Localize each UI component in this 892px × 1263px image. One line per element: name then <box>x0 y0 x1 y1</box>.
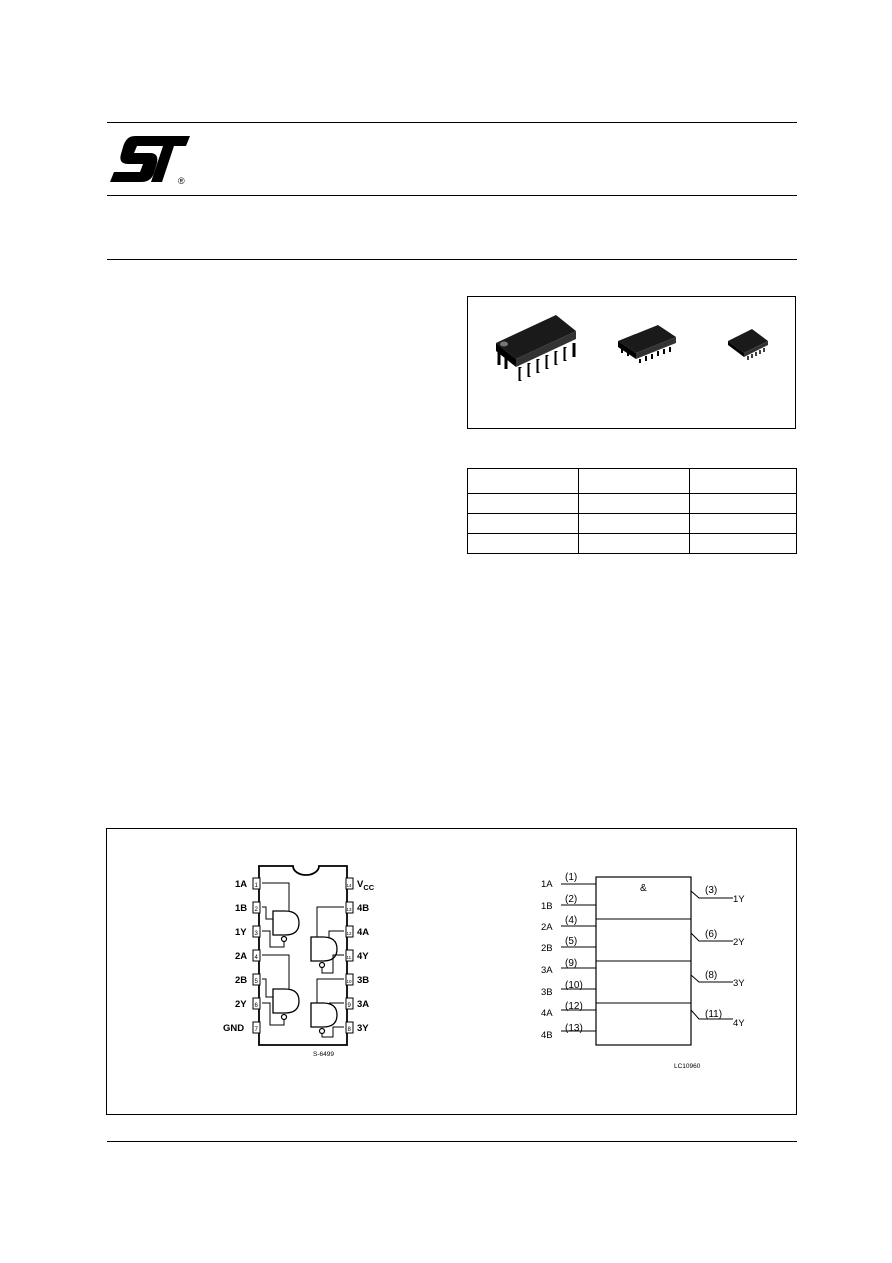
pin-label-4a: 4A <box>357 927 370 938</box>
input-name-1a: 1A <box>541 879 553 890</box>
pin-label-3a: 3A <box>357 999 370 1010</box>
output-pin-8: (8) <box>705 970 718 981</box>
pin-number-12: 12 <box>346 931 352 936</box>
input-name-3a: 3A <box>541 965 553 976</box>
output-pin-6: (6) <box>705 929 718 940</box>
pin-label-2y: 2Y <box>235 999 247 1010</box>
input-pin-1: (1) <box>565 872 578 883</box>
input-name-3b: 3B <box>541 987 553 998</box>
output-pin-3: (3) <box>705 885 718 896</box>
output-name-2y: 2Y <box>733 937 745 948</box>
pin-number-11: 11 <box>346 955 352 960</box>
top-rule <box>107 122 797 123</box>
tssop-package-icon <box>724 327 774 363</box>
pin-label-1b: 1B <box>235 903 248 914</box>
table-row <box>468 469 797 494</box>
pin-number-6: 6 <box>254 1003 258 1009</box>
pin-label-1y: 1Y <box>235 927 247 938</box>
bottom-rule <box>107 1141 797 1142</box>
input-pin-12: (12) <box>565 1001 583 1012</box>
pin-number-9: 9 <box>347 1003 351 1009</box>
input-name-2a: 2A <box>541 922 553 933</box>
input-name-1b: 1B <box>541 901 553 912</box>
table-row <box>468 534 797 554</box>
st-logo-icon <box>107 133 191 185</box>
pin-number-8: 8 <box>347 1027 351 1033</box>
pin-number-14: 14 <box>346 883 352 888</box>
input-pin-9: (9) <box>565 958 578 969</box>
pin-label-3b: 3B <box>357 975 370 986</box>
input-name-2b: 2B <box>541 943 553 954</box>
iec-figure-code: LC10960 <box>674 1063 701 1070</box>
pin-label-vcc: $V_{CC}$ <box>357 879 375 892</box>
pin-label-2a: 2A <box>235 951 248 962</box>
pin-number-3: 3 <box>254 931 258 937</box>
pin-figure-code: S-6499 <box>313 1051 334 1058</box>
registered-mark: ® <box>178 176 185 185</box>
pin-label-1a: 1A <box>235 879 248 890</box>
input-pin-5: (5) <box>565 936 578 947</box>
input-name-4a: 4A <box>541 1008 553 1019</box>
output-pin-11: (11) <box>705 1009 723 1020</box>
input-pin-4: (4) <box>565 915 578 926</box>
pin-number-10: 10 <box>346 979 352 984</box>
output-name-1y: 1Y <box>733 894 745 905</box>
pin-number-2: 2 <box>254 907 258 913</box>
and-symbol: & <box>640 883 647 894</box>
input-pin-2: (2) <box>565 894 578 905</box>
pin-label-4b: 4B <box>357 903 370 914</box>
output-name-4y: 4Y <box>733 1018 745 1029</box>
input-pin-13: (13) <box>565 1023 583 1034</box>
pin-label-gnd: GND <box>223 1023 245 1034</box>
title-rule <box>107 259 797 260</box>
pin-number-7: 7 <box>254 1027 258 1033</box>
table-row <box>468 494 797 514</box>
pin-number-13: 13 <box>346 907 352 912</box>
output-name-3y: 3Y <box>733 978 745 989</box>
order-codes-table <box>467 468 797 554</box>
pin-label-2b: 2B <box>235 975 248 986</box>
pin-number-4: 4 <box>254 955 258 961</box>
package-images-box <box>467 296 796 429</box>
pin-connection-diagram <box>259 866 347 1045</box>
pin-number-5: 5 <box>254 979 258 985</box>
input-name-4b: 4B <box>541 1030 553 1041</box>
pin-label-4y: 4Y <box>357 951 369 962</box>
pin-label-3y: 3Y <box>357 1023 369 1034</box>
connection-diagram-box <box>106 828 797 1115</box>
input-pin-10: (10) <box>565 980 583 991</box>
table-row <box>468 514 797 534</box>
dip-package-icon <box>490 311 580 383</box>
diagrams-svg <box>107 829 796 1114</box>
so-package-icon <box>614 323 680 367</box>
header-rule <box>107 195 797 196</box>
pin-number-1: 1 <box>254 883 258 889</box>
